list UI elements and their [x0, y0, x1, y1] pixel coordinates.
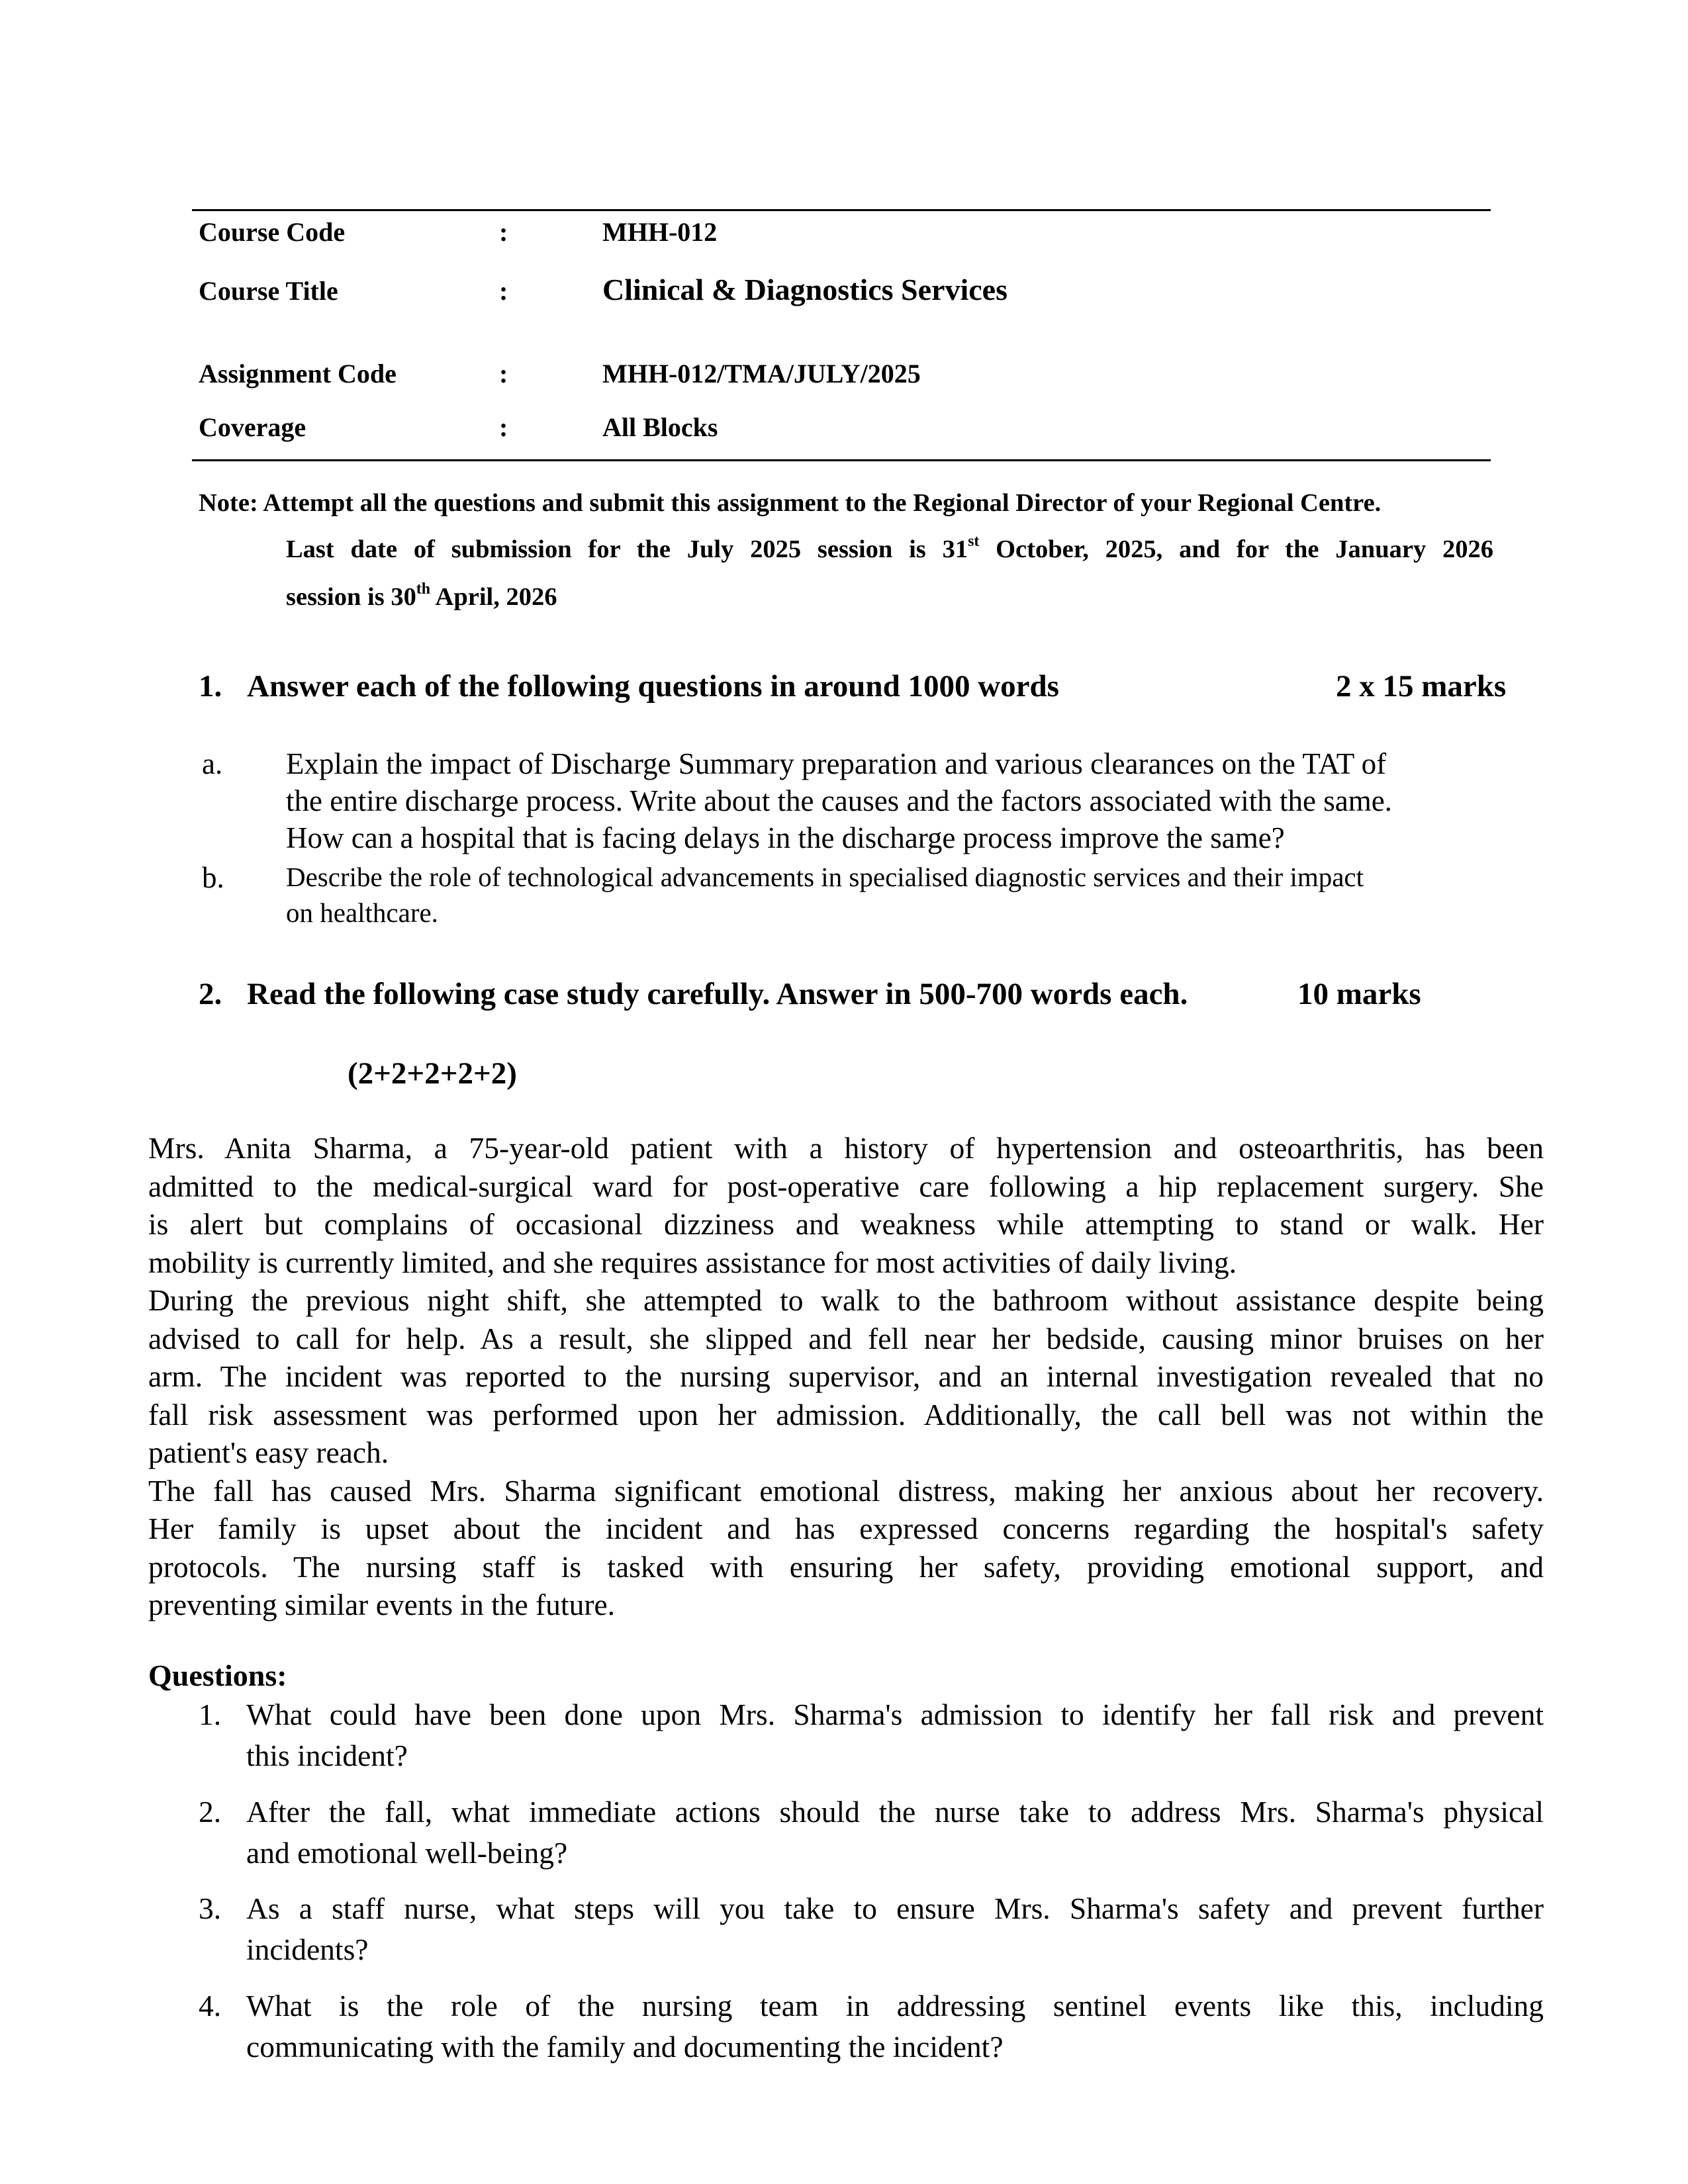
- course-info-table: [192, 209, 1491, 461]
- q1-marks: 2 x 15 marks: [1336, 669, 1507, 704]
- case-study-text: Mrs. Anita Sharma, a 75-year-old patient with a history of hypertension and osteoarthritis, has been admitted to the medical-surgical ward for post-operative care following a hip replacement surgery. She is alert but complains of occasional dizziness and weakness while attempting to stand or walk. Her mobility is currently limited, and she requires assistance for most activities of daily living. During the previous night shift, she attempted to walk to the bathroom without assistance despite being advised to call for help. As a result, she slipped and fell near her bedside, causing minor bruises on her arm. The incident was reported to the nursing supervisor, and an internal investigation revealed that no fall risk assessment was performed upon her admission. Additionally, the call bell was not within the patient's easy reach. The fall has caused Mrs. Sharma significant emotional distress, making her anxious about her recovery. Her family is upset about the incident and has expressed concerns regarding the hospital's safety protocols. The nursing staff is tasked with ensuring her safety, providing emotional support, and preventing similar events in the future.: [148, 1131, 1544, 1621]
- coverage-value: All Blocks: [602, 412, 718, 442]
- q2-marks-breakdown: (2+2+2+2+2): [348, 1056, 517, 1091]
- assignment-code-label: Assignment Code: [199, 359, 397, 388]
- course-title-value: Clinical & Diagnostics Services: [602, 273, 1008, 306]
- assignment-code-colon: :: [499, 359, 508, 388]
- q1-part-b-marker: b.: [202, 861, 224, 894]
- q1-title: Answer each of the following questions in around 1000 words: [247, 669, 1059, 704]
- submission-note: Note: Attempt all the questions and submit this assignment to the Regional Director of your Regional Centre.: [199, 489, 1382, 517]
- q2-title: Read the following case study carefully. Answer in 500-700 words each.: [247, 977, 1188, 1011]
- course-code-colon: :: [499, 217, 508, 247]
- course-title-label: Course Title: [199, 276, 338, 306]
- course-title-colon: :: [499, 276, 508, 306]
- questions-heading: Questions:: [148, 1659, 287, 1692]
- q2-marks: 10 marks: [1297, 977, 1421, 1011]
- q1-part-a-marker: a.: [202, 747, 223, 780]
- q1-number: 1.: [199, 669, 222, 704]
- coverage-label: Coverage: [199, 412, 306, 442]
- coverage-colon: :: [499, 412, 508, 442]
- course-code-label: Course Code: [199, 217, 346, 247]
- q1-part-a-text: Explain the impact of Discharge Summary preparation and various clearances on the TAT of the entire discharge process. Write about the causes and the factors associated with the same. How can a hospital that is facing delays in the discharge process improve the same?: [286, 747, 1392, 854]
- q2-number: 2.: [199, 977, 222, 1011]
- assignment-page: Course Code : MHH-012 Course Title : Clinical & Diagnostics Services Assignment Code : MHH-012/TMA/JULY/2025 Coverage : All Blocks Note: Attempt all the questions and submit this assignment to the Regional Director of your Regional Centre. Last date of submission for the July 2025 session is 31st October, 2025, and for the January 2026 session is 30th April, 2026 1. Answer each of the following questions in around 1000 words 2 x 15 marks a. Explain the impact of Discharge Summary preparation and various clearances on the TAT of the entire discharge process. Write about the causes and the factors associated with the same. How can a hospital that is facing delays in the discharge process improve the same? b. Describe the role of technological advancements in specialised diagnostic services and their impact on healthcare. 2. Read the following case study carefully. Answer in 500-700 words each. 10 marks (2+2+2+2+2) Mrs. Anita Sharma, a 75-year-old patient with a history of hypertension and osteoarthritis, has been admitted to the medical-surgical ward for post-operative care following a hip replacement surgery. She is alert but complains of occasional dizziness and weakness while attempting to stand or walk. Her mobility is currently limited, and she requires assistance for most activities of daily living. During the previous night shift, she attempted to walk to the bathroom without assistance despite being advised to call for help. As a result, she slipped and fell near her bedside, causing minor bruises on her arm. The incident was reported to the nursing supervisor, and an internal investigation revealed that no fall risk assessment was performed upon her admission. Additionally, the call bell was not within the patient's easy reach. The fall has caused Mrs. Sharma significant emotional distress, making her anxious about her recovery. Her family is upset about the incident and has expressed concerns regarding the hospital's safety protocols. The nursing staff is tasked with ensuring her safety, providing emotional support, and preventing similar events in the future. Questions: 1. What could have been done upon Mrs. Sharma's admission to identify her fall risk and prevent this incident? 2. After the fall, what immediate actions should the nurse take to address Mrs. Sharma's physical and emotional well-being? 3. As a staff nurse, what steps will you take to ensure Mrs. Sharma's safety and prevent further incidents? 4. What is the role of the nursing team in addressing sentinel events like this, including communicating with the family and documenting the incident?: [0, 0, 1688, 2184]
- assignment-code-value: MHH-012/TMA/JULY/2025: [602, 359, 921, 388]
- submission-deadline-line-2: session is 30th April, 2026: [286, 580, 557, 611]
- submission-deadline-line: Last date of submission for the July 2025 session is 31st October, 2025, and for the January 2026: [286, 532, 1493, 563]
- q1-part-b-text: Describe the role of technological advancements in specialised diagnostic services and their impact on healthcare.: [286, 862, 1364, 928]
- course-code-value: MHH-012: [602, 217, 718, 247]
